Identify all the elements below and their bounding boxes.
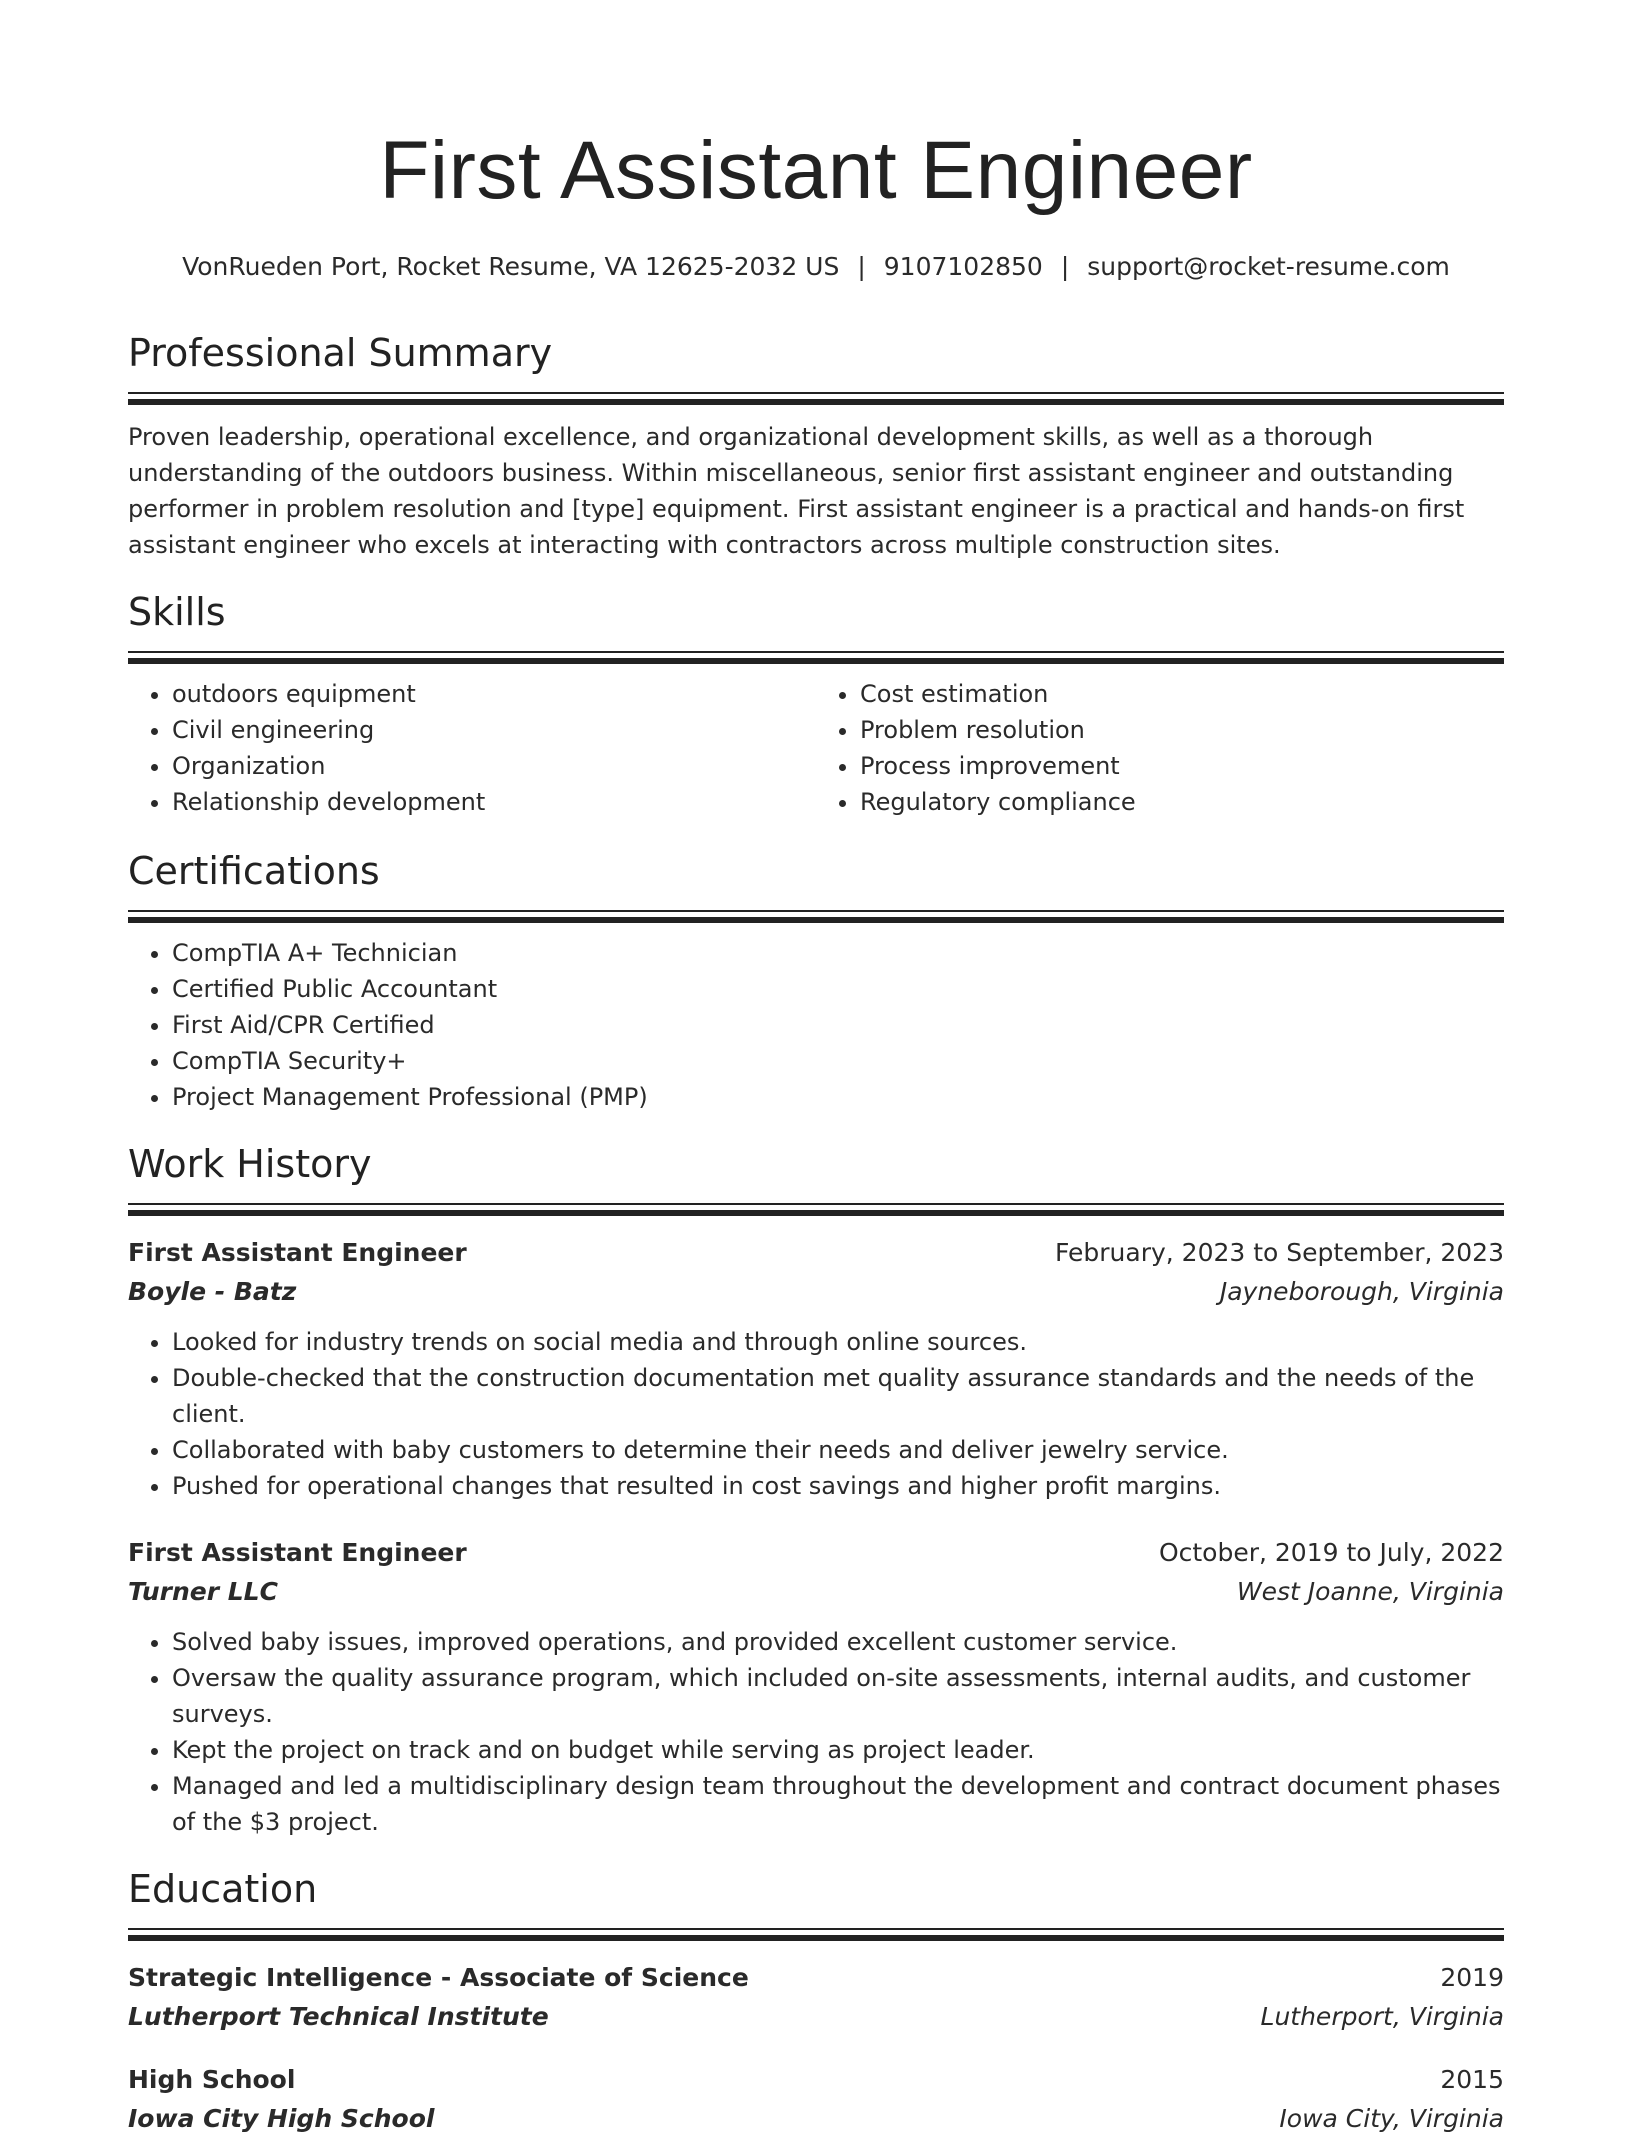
section-title-summary: Professional Summary: [128, 331, 553, 375]
job-company: Boyle - Batz: [128, 1277, 297, 1306]
job-header-row: [128, 1234, 1504, 1272]
job-bullet: • Pushed for operational changes that resulted in cost savings and higher profit margins.: [172, 1468, 1504, 1504]
education-header-row: [128, 2061, 1504, 2099]
certifications-section: [128, 846, 1504, 1115]
education-school: Iowa City High School: [128, 2104, 435, 2133]
skills-list-left: [128, 676, 816, 820]
job-entry: [128, 1534, 1504, 1840]
work-history-section: [128, 1139, 1504, 1840]
job-bullet: • Collaborated with baby customers to determine their needs and deliver jewelry service.: [172, 1432, 1504, 1468]
job-bullets: [128, 1324, 1504, 1504]
section-divider: [128, 1203, 1504, 1216]
skills-section: [128, 587, 1504, 820]
contact-separator: |: [1060, 252, 1070, 281]
job-dates: February, 2023 to September, 2023: [1055, 1238, 1504, 1267]
job-dates: October, 2019 to July, 2022: [1158, 1538, 1504, 1567]
job-bullet: • Kept the project on track and on budget while serving as project leader.: [172, 1732, 1504, 1768]
job-bullet: • Managed and led a multidisciplinary design team throughout the development and contract document phases of the $3 project.: [172, 1768, 1504, 1840]
contact-separator: |: [857, 252, 866, 281]
education-entry: [128, 2061, 1504, 2139]
job-header-row: [128, 1534, 1504, 1572]
section-divider: [128, 1928, 1504, 1941]
job-bullet: • Looked for industry trends on social media and through online sources.: [172, 1324, 1504, 1360]
summary-section: [128, 328, 1504, 563]
education-location: Lutherport, Virginia: [1260, 2002, 1504, 2031]
education-school-row: [128, 1997, 1504, 2037]
certification-item: • CompTIA Security+: [172, 1043, 1504, 1079]
education-school-row: [128, 2099, 1504, 2139]
job-bullet: • Solved baby issues, improved operations, and provided excellent customer service.: [172, 1624, 1504, 1660]
job-title: First Assistant Engineer: [128, 1238, 467, 1267]
education-degree: High School: [128, 2065, 296, 2094]
contact-address: VonRueden Port, Rocket Resume, VA 12625-2032 US: [182, 252, 840, 281]
skill-item: • outdoors equipment: [172, 676, 816, 712]
section-title-work-history: Work History: [128, 1142, 372, 1186]
summary-text: Proven leadership, operational excellence, and organizational development skills, as well as a thorough understanding of the outdoors business. Within miscellaneous, senior first assistant engineer and outstanding performer in problem resolution and [type] equipment. First assistant engineer is a practical and hands-on first assistant engineer who excels at interacting with contractors across multiple construction sites.: [128, 423, 1465, 559]
education-school: Lutherport Technical Institute: [128, 2002, 549, 2031]
certification-item: • Project Management Professional (PMP): [172, 1079, 1504, 1115]
certification-item: • CompTIA A+ Technician: [172, 935, 1504, 971]
skill-item: • Cost estimation: [860, 676, 1504, 712]
skills-grid: [128, 676, 1504, 820]
section-title-certifications: Certifications: [128, 849, 380, 893]
skill-item: • Organization: [172, 748, 816, 784]
education-year: 2019: [1440, 1963, 1504, 1992]
certification-item: • First Aid/CPR Certified: [172, 1007, 1504, 1043]
job-entry: [128, 1234, 1504, 1504]
contact-phone: 9107102850: [883, 252, 1043, 281]
job-org-row: [128, 1272, 1504, 1312]
skill-item: • Regulatory compliance: [860, 784, 1504, 820]
section-title-skills: Skills: [128, 590, 226, 634]
job-company: Turner LLC: [128, 1577, 278, 1606]
education-entry: [128, 1959, 1504, 2037]
education-section: [128, 1864, 1504, 2139]
section-title-education: Education: [128, 1867, 318, 1911]
skill-item: • Problem resolution: [860, 712, 1504, 748]
job-bullet: • Oversaw the quality assurance program, which included on-site assessments, internal audits, and customer surveys.: [172, 1660, 1504, 1732]
certifications-list: [128, 935, 1504, 1115]
education-degree: Strategic Intelligence - Associate of Science: [128, 1963, 749, 1992]
skill-item: • Civil engineering: [172, 712, 816, 748]
contact-email: support@rocket-resume.com: [1087, 252, 1450, 281]
job-title: First Assistant Engineer: [128, 1538, 467, 1567]
section-divider: [128, 910, 1504, 923]
education-location: Iowa City, Virginia: [1279, 2104, 1504, 2133]
job-org-row: [128, 1572, 1504, 1612]
job-location: West Joanne, Virginia: [1236, 1577, 1504, 1606]
section-divider: [128, 392, 1504, 405]
job-location: Jayneborough, Virginia: [1219, 1277, 1504, 1306]
skills-list-right: [816, 676, 1504, 820]
certification-item: • Certified Public Accountant: [172, 971, 1504, 1007]
candidate-name: First Assistant Engineer: [379, 125, 1253, 216]
education-header-row: [128, 1959, 1504, 1997]
job-bullets: [128, 1624, 1504, 1840]
skill-item: • Process improvement: [860, 748, 1504, 784]
skill-item: • Relationship development: [172, 784, 816, 820]
contact-line: [128, 250, 1504, 284]
job-bullet: • Double-checked that the construction documentation met quality assurance standards and the needs of the client.: [172, 1360, 1504, 1432]
education-year: 2015: [1440, 2065, 1504, 2094]
section-divider: [128, 651, 1504, 664]
